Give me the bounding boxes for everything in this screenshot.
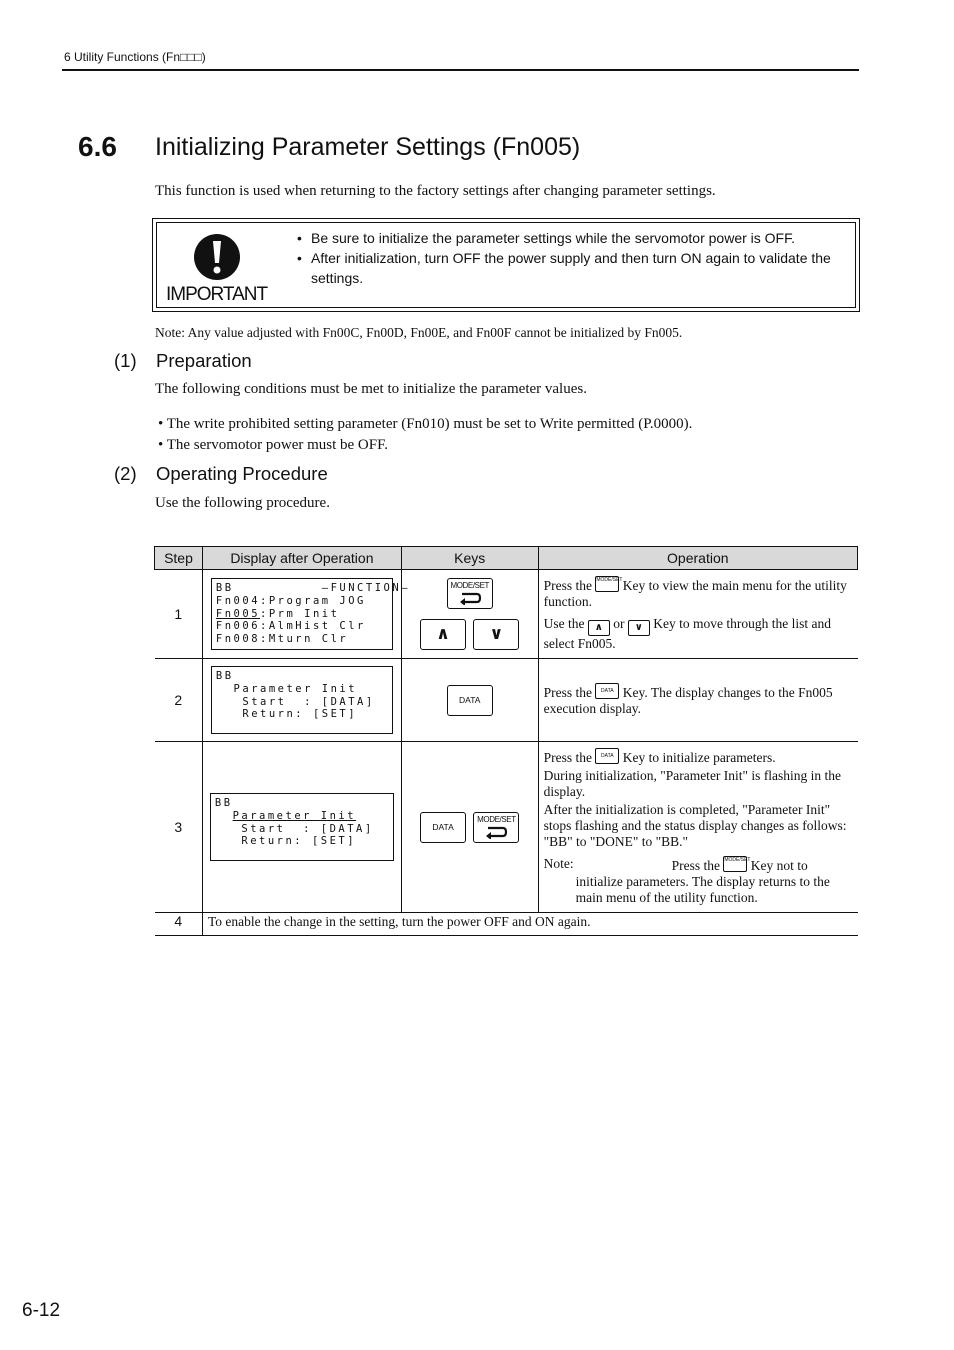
down-key[interactable]: ∨ xyxy=(473,619,519,650)
column-header: Keys xyxy=(401,547,538,570)
column-header: Step xyxy=(155,547,203,570)
step-number: 2 xyxy=(155,659,203,742)
display-cell xyxy=(202,570,410,659)
step-number: 3 xyxy=(155,742,203,913)
important-list xyxy=(297,228,849,288)
up-mini-key-icon: ∧ xyxy=(588,620,610,636)
data-mini-key-icon: DATA xyxy=(595,748,619,764)
mode-set-key[interactable]: MODE/SET xyxy=(473,812,519,843)
steps-table xyxy=(154,546,858,936)
step-number: 1 xyxy=(155,570,203,659)
down-mini-key-icon: ∨ xyxy=(628,620,650,636)
preparation-bullet: • The servomotor power must be OFF. xyxy=(158,437,389,453)
important-box xyxy=(152,218,860,312)
data-mini-key-icon: DATA xyxy=(595,683,619,699)
header-rule xyxy=(62,69,859,71)
return-arrow-icon xyxy=(458,591,482,605)
important-item: • Be sure to initialize the parameter settings while the servomotor power is OFF. xyxy=(297,230,795,246)
panel-display: BB –FUNCTION– Fn004:Program JOG Fn005:Prm Init Fn006:AlmHist Clr Fn008:Mturn Clr xyxy=(211,578,393,650)
table-row xyxy=(155,913,858,936)
section-title: Initializing Parameter Settings (Fn005) xyxy=(155,133,581,161)
mode-set-mini-key-icon: MODE/SET xyxy=(595,576,619,592)
exclamation-icon xyxy=(193,233,241,281)
keys-cell xyxy=(401,570,538,659)
section-number: 6.6 xyxy=(78,131,117,162)
table-row xyxy=(155,570,858,659)
preparation-bullet: • The write prohibited setting parameter (Fn010) must be set to Write permitted (P.0000). xyxy=(158,416,693,432)
mode-set-key[interactable]: MODE/SET xyxy=(447,578,493,609)
return-arrow-icon xyxy=(484,825,508,839)
data-key[interactable]: DATA xyxy=(447,685,493,716)
note: Note: Any value adjusted with Fn00C, Fn00D, Fn00E, and Fn00F cannot be initialized by Fn005. xyxy=(155,325,683,340)
important-label: IMPORTANT xyxy=(166,284,268,305)
operation-cell: Press the DATA Key to initialize parameters. During initialization, "Parameter Init" is flashing in the display. After the initialization is completed, "Parameter Init" stops flashing and the status display changes as follows: "BB" to "DONE" to "BB." Note: Press the MODE/SET Key not to initialize parameters. The display returns to the main menu of the utility function. xyxy=(538,742,857,913)
up-key[interactable]: ∧ xyxy=(420,619,466,650)
step-number: 4 xyxy=(155,913,203,936)
mode-set-mini-key-icon: MODE/SET xyxy=(723,856,747,872)
table-header-row xyxy=(155,547,858,570)
intro-paragraph: This function is used when returning to the factory settings after changing parameter settings. xyxy=(155,183,716,199)
keys-cell xyxy=(401,659,538,742)
panel-display: BB Parameter Init Start : [DATA] Return: [SET] xyxy=(210,793,394,861)
preparation-heading: (1) Preparation xyxy=(114,350,252,371)
running-header: 6 Utility Functions (Fn□□□) xyxy=(64,50,206,64)
preparation-text: The following conditions must be met to initialize the parameter values. xyxy=(155,381,587,397)
important-item: • After initialization, turn OFF the power supply and then turn ON again to validate the settings. xyxy=(297,250,831,286)
table-row xyxy=(155,659,858,742)
operation-note: Note: Press the MODE/SET Key not to initialize parameters. The display returns to the main menu of the utility function. xyxy=(543,856,830,905)
display-cell xyxy=(202,659,401,742)
procedure-text: Use the following procedure. xyxy=(155,495,330,511)
column-header: Operation xyxy=(538,547,857,570)
procedure-heading: (2) Operating Procedure xyxy=(114,463,328,484)
operation-cell: Press the DATA Key. The display changes to the Fn005 execution display. xyxy=(538,659,857,742)
keys-cell xyxy=(401,742,538,913)
operation-cell: Press the MODE/SET Key to view the main menu for the utility function. Use the ∧ or ∨ Key to move through the list and select Fn005. xyxy=(538,570,857,659)
operation-cell: To enable the change in the setting, turn the power OFF and ON again. xyxy=(202,913,857,936)
column-header: Display after Operation xyxy=(202,547,401,570)
table-row xyxy=(155,742,858,913)
page-number: 6-12 xyxy=(22,1300,61,1321)
data-key[interactable]: DATA xyxy=(420,812,466,843)
display-cell xyxy=(202,742,401,913)
panel-display: BB Parameter Init Start : [DATA] Return: [SET] xyxy=(211,666,393,734)
